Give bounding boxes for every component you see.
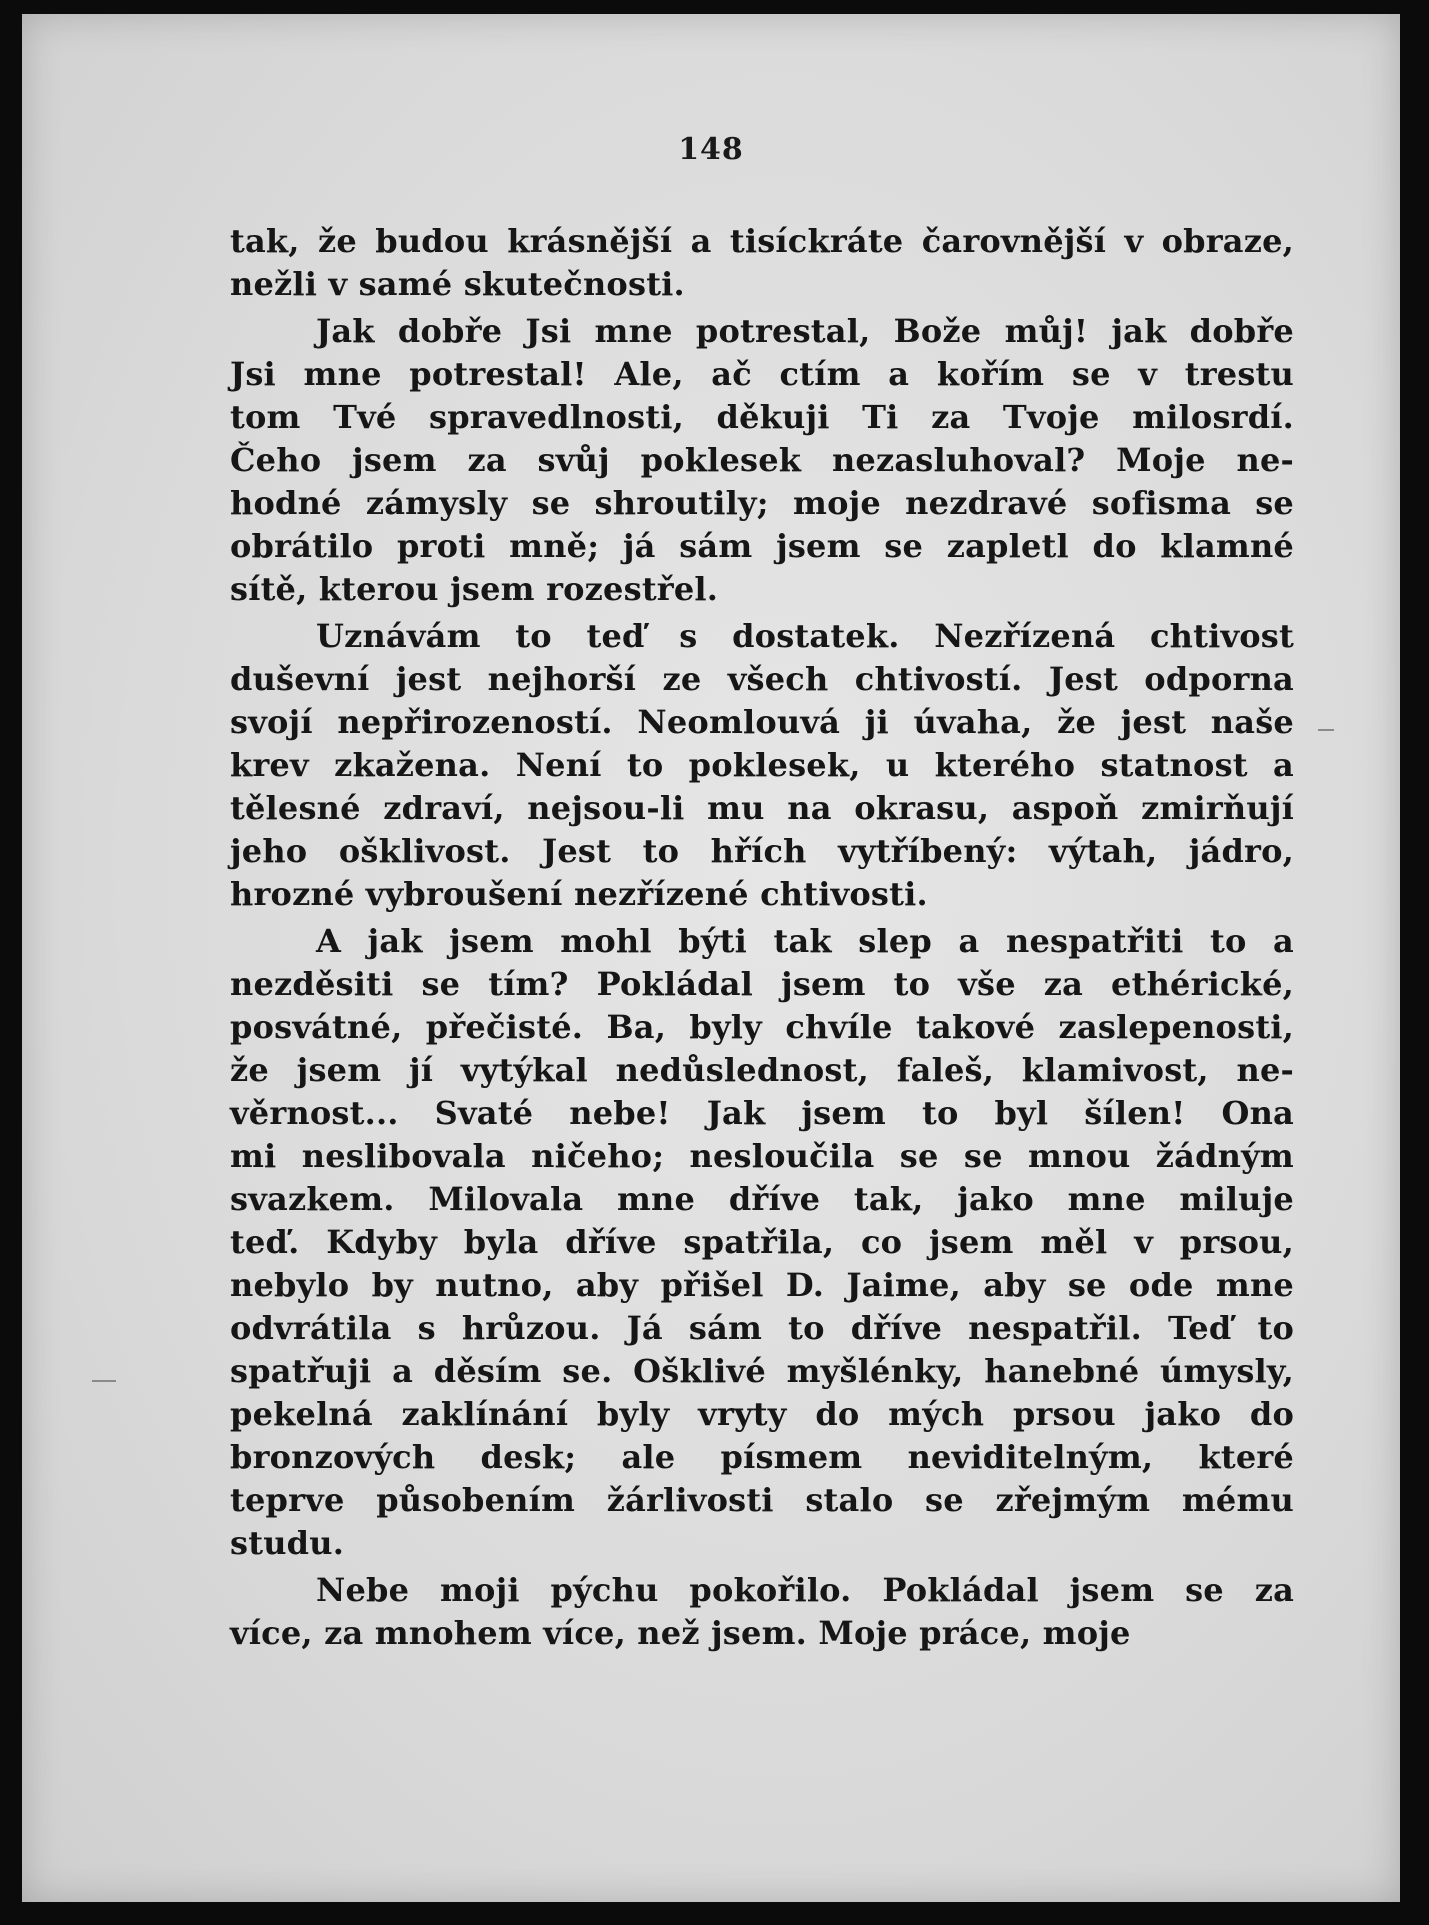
paper-sheet: [22, 14, 1400, 1902]
text-line: pekelná zaklínání byly vryty do mých prsou jako do: [230, 1395, 1294, 1433]
text-line: krev zkažena. Není to poklesek, u kterého statnost a: [230, 746, 1294, 784]
text-line: duševní jest nejhorší ze všech chtivostí. Jest odporna: [230, 660, 1294, 698]
text-line: posvátné, přečisté. Ba, byly chvíle takové zaslepenosti,: [230, 1008, 1294, 1046]
body-text: [230, 220, 1294, 1659]
paragraph: [230, 1569, 1294, 1655]
text-line: nežli v samé skutečnosti.: [230, 265, 685, 303]
text-line: A jak jsem mohl býti tak slep a nespatřiti to a: [316, 922, 1294, 960]
text-line: spatřuji a děsím se. Ošklivé myšlénky, hanebné úmysly,: [230, 1352, 1294, 1390]
text-line: hodné zámysly se shroutily; moje nezdravé sofisma se: [230, 484, 1294, 522]
text-line: tom Tvé spravedlnosti, děkuji Ti za Tvoje milosrdí.: [230, 398, 1294, 436]
paragraph: [230, 920, 1294, 1565]
text-line: věrnost... Svaté nebe! Jak jsem to byl šílen! Ona: [230, 1094, 1294, 1132]
text-line: sítě, kterou jsem rozestřel.: [230, 570, 719, 608]
text-line: že jsem jí vytýkal nedůslednost, faleš, klamivost, ne-: [230, 1051, 1294, 1089]
margin-mark: [1318, 729, 1334, 731]
text-line: nebylo by nutno, aby přišel D. Jaime, aby se ode mne: [230, 1266, 1294, 1304]
text-line: Uznávám to teď s dostatek. Nezřízená chtivost: [316, 617, 1294, 655]
paragraph: [230, 310, 1294, 611]
text-line: obrátilo proti mně; já sám jsem se zapletl do klamné: [230, 527, 1294, 565]
text-line: více, za mnohem více, než jsem. Moje práce, moje: [230, 1614, 1131, 1652]
page-number: 148: [678, 132, 744, 167]
text-line: svojí nepřirozeností. Neomlouvá ji úvaha, že jest naše: [230, 703, 1294, 741]
text-line: teď. Kdyby byla dříve spatřila, co jsem měl v prsou,: [230, 1223, 1294, 1261]
text-line: tělesné zdraví, nejsou-li mu na okrasu, aspoň zmirňují: [230, 789, 1294, 827]
text-line: Jak dobře Jsi mne potrestal, Bože můj! jak dobře: [316, 312, 1294, 350]
text-line: Jsi mne potrestal! Ale, ač ctím a kořím se v trestu: [230, 355, 1294, 393]
text-line: bronzových desk; ale písmem neviditelným, které: [230, 1438, 1294, 1476]
margin-mark: [92, 1380, 116, 1382]
text-line: tak, že budou krásnější a tisíckráte čarovnější v obraze,: [230, 222, 1294, 260]
text-line: mi neslibovala ničeho; nesloučila se se mnou žádným: [230, 1137, 1294, 1175]
paragraph: [230, 615, 1294, 916]
text-line: studu.: [230, 1524, 345, 1562]
text-line: svazkem. Milovala mne dříve tak, jako mne miluje: [230, 1180, 1294, 1218]
text-line: nezděsiti se tím? Pokládal jsem to vše za ethérické,: [230, 965, 1294, 1003]
paragraph: [230, 220, 1294, 306]
text-line: teprve působením žárlivosti stalo se zřejmým mému: [230, 1481, 1294, 1519]
text-line: odvrátila s hrůzou. Já sám to dříve nespatřil. Teď to: [230, 1309, 1294, 1347]
text-line: hrozné vybroušení nezřízené chtivosti.: [230, 875, 928, 913]
text-line: Čeho jsem za svůj poklesek nezasluhoval? Moje ne-: [230, 441, 1294, 479]
text-line: jeho ošklivost. Jest to hřích vytříbený: výtah, jádro,: [230, 832, 1294, 870]
text-line: Nebe moji pýchu pokořilo. Pokládal jsem se za: [316, 1571, 1294, 1609]
